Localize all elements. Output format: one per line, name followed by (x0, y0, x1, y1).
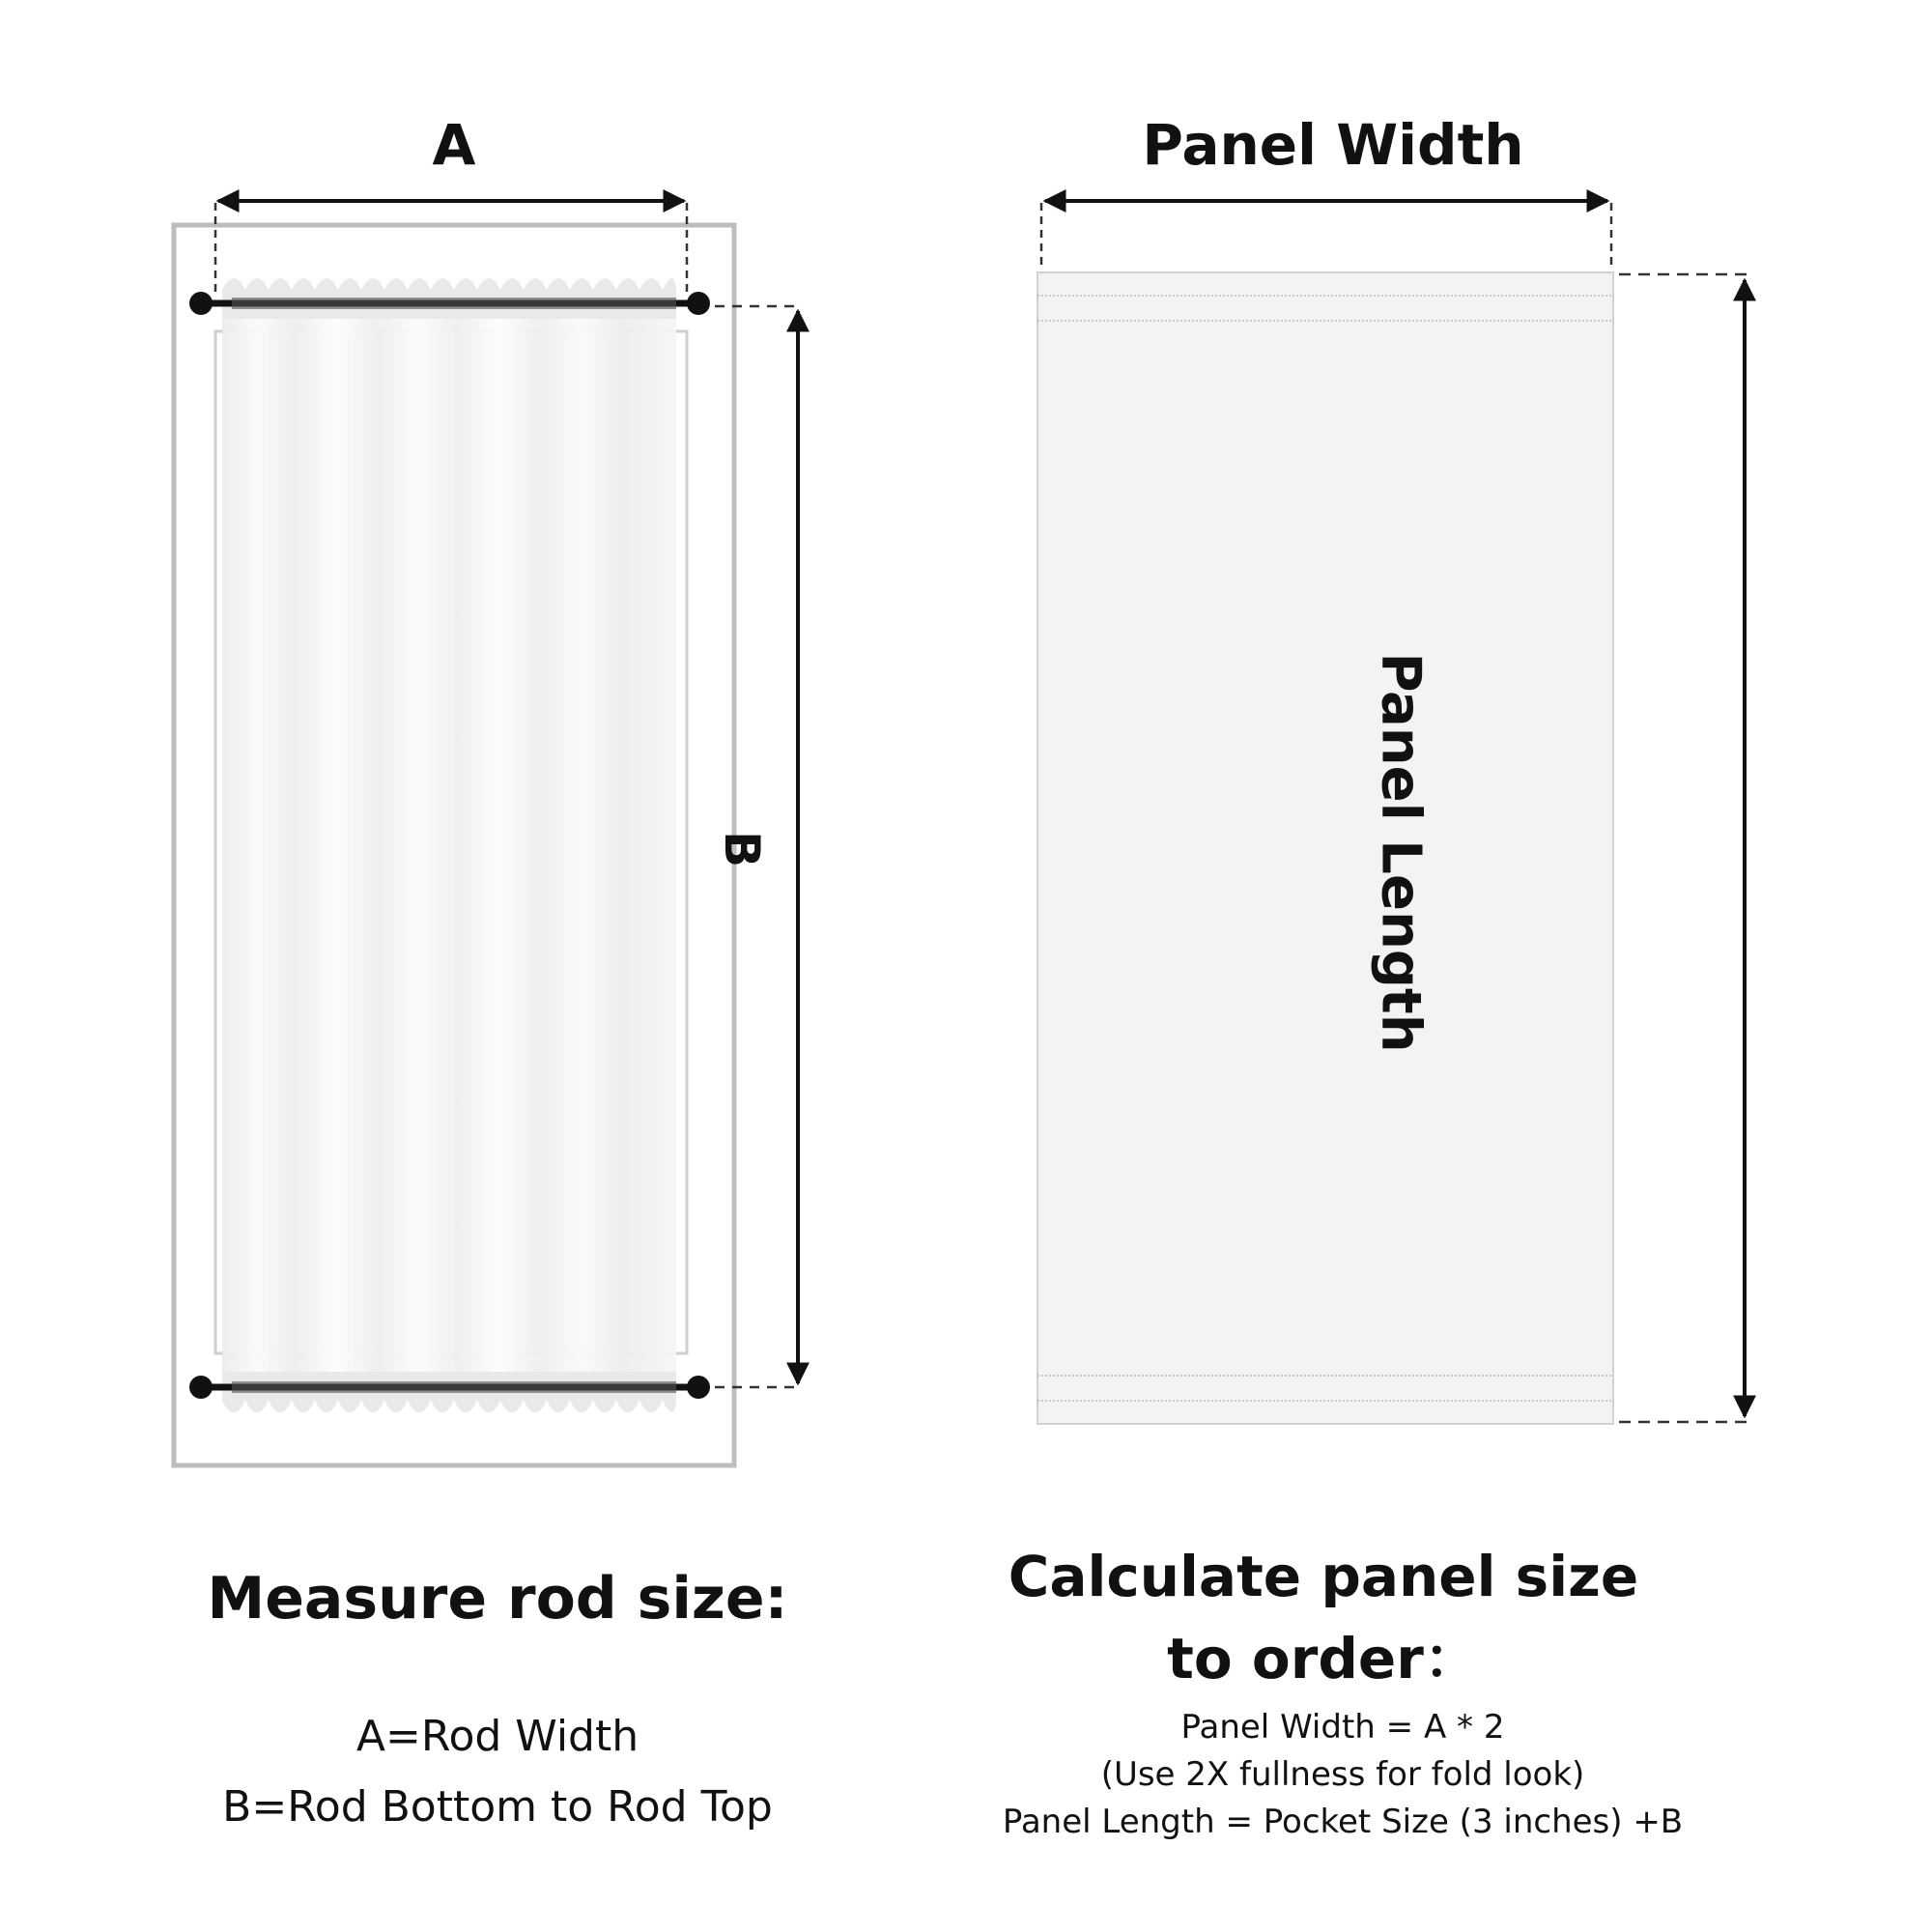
left-line-1: A=Rod Width (355, 1712, 639, 1761)
panel-length-arrow (1619, 274, 1747, 1422)
left-heading: Measure rod size: (207, 1565, 788, 1633)
label-a: A (432, 112, 476, 178)
left-line-2: B=Rod Bottom to Rod Top (222, 1782, 773, 1832)
panel-width-arrow (1041, 201, 1611, 270)
label-b: B (714, 830, 770, 868)
curtain-icon (222, 278, 676, 1412)
right-line-2: (Use 2X fullness for fold look) (1100, 1755, 1585, 1794)
panel-width-label: Panel Width (1142, 112, 1524, 178)
right-heading-line-2: to order： (1167, 1626, 1480, 1691)
panel-icon (1037, 272, 1613, 1424)
right-heading-line-1: Calculate panel size (1008, 1544, 1639, 1609)
panel-length-label: Panel Length (1369, 652, 1433, 1053)
right-line-3: Panel Length = Pocket Size (3 inches) +B (1002, 1803, 1684, 1841)
right-line-1: Panel Width = A * 2 (1180, 1708, 1505, 1747)
